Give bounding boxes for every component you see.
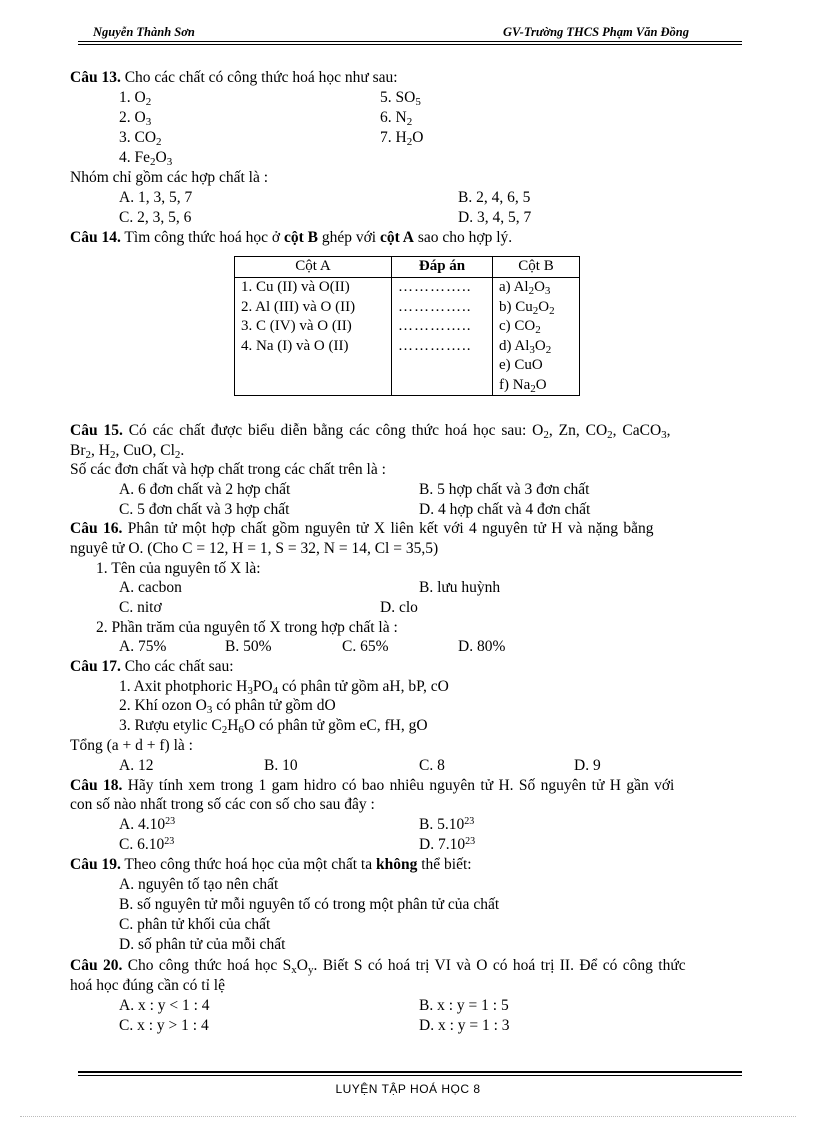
answer-cell[interactable] bbox=[392, 278, 493, 396]
q19-option-a: A. nguyên tố tạo nên chất bbox=[119, 876, 279, 893]
q17-item-3: 3. Rượu etylic $C_2H_6O$ có phân tử gồm eC, fH, gO bbox=[119, 717, 428, 736]
q17-item-2: 2. Khí ozon $O_3$ có phân tử gồm dO bbox=[119, 697, 336, 716]
col-a-item: 4. Na (I) và O (II) bbox=[241, 337, 349, 354]
q17-option-d: D. 9 bbox=[574, 757, 601, 774]
q15-option-d: D. 4 hợp chất và 4 đơn chất bbox=[419, 501, 591, 518]
q19-option-b: B. số nguyên tử mỗi nguyên tố có trong một phân tử của chất bbox=[119, 896, 500, 913]
answer-blank-4[interactable]: ………….. bbox=[398, 337, 472, 354]
footer-rule-2 bbox=[78, 1075, 742, 1076]
q18-option-c: C. 6.10$^{23}$ bbox=[119, 836, 175, 853]
q13-option-d: D. 3, 4, 5, 7 bbox=[458, 209, 532, 226]
page-edge-dotline bbox=[20, 1116, 796, 1117]
question-17: Câu 17. Cho các chất sau: bbox=[70, 658, 234, 675]
q13-item-1: 1. $O_2$ bbox=[119, 89, 152, 108]
q16-sub1: 1. Tên của nguyên tố X là: bbox=[96, 560, 261, 577]
answer-header: Đáp án bbox=[392, 257, 493, 278]
q17-prompt: Tổng (a + d + f) là : bbox=[70, 737, 193, 754]
q18-option-b: B. 5.10$^{23}$ bbox=[419, 816, 475, 833]
col-a-header: Cột A bbox=[235, 257, 392, 278]
question-19: Câu 19. Theo công thức hoá học của một chất ta không thể biết: bbox=[70, 856, 472, 873]
col-b-item: b) $Cu_2O_2$ bbox=[499, 298, 555, 317]
col-a-item: 2. Al (III) và O (II) bbox=[241, 298, 356, 315]
question-13: Câu 13. Cho các chất có công thức hoá học như sau: bbox=[70, 69, 398, 86]
q13-option-c: C. 2, 3, 5, 6 bbox=[119, 209, 192, 226]
col-a-cell bbox=[235, 278, 392, 396]
question-18: Câu 18. Hãy tính xem trong 1 gam hidro có bao nhiêu nguyên tử H. Số nguyên tử H gần với bbox=[70, 777, 675, 794]
col-b-item: f) $Na_2O$ bbox=[499, 376, 547, 395]
col-b-item: e) CuO bbox=[499, 357, 543, 373]
q16-1-option-a: A. cacbon bbox=[119, 579, 182, 596]
q20-option-c: C. x : y > 1 : 4 bbox=[119, 1017, 209, 1034]
header-author: Nguyễn Thành Sơn bbox=[93, 25, 195, 39]
q16-1-option-b: B. lưu huỳnh bbox=[419, 579, 501, 596]
q15-option-c: C. 5 đơn chất và 3 hợp chất bbox=[119, 501, 290, 518]
footer-rule bbox=[78, 1071, 742, 1073]
q16-1-option-d: D. clo bbox=[380, 599, 418, 616]
q16-2-option-d: D. 80% bbox=[458, 638, 506, 655]
q15-option-b: B. 5 hợp chất và 3 đơn chất bbox=[419, 481, 590, 498]
q15-prompt: Số các đơn chất và hợp chất trong các chất trên là : bbox=[70, 461, 386, 478]
q17-item-1: 1. Axit photphoric $H_3PO_4$ có phân tử gồm aH, bP, cO bbox=[119, 678, 449, 697]
header-rule-2 bbox=[78, 44, 742, 45]
q20-line2: hoá học đúng cần có tỉ lệ bbox=[70, 977, 225, 994]
answer-blank-1[interactable]: ………….. bbox=[398, 279, 472, 295]
answer-blank-3[interactable]: ………….. bbox=[398, 318, 472, 334]
q16-1-option-c: C. nitơ bbox=[119, 599, 162, 616]
col-a-item: 3. C (IV) và O (II) bbox=[241, 318, 352, 334]
matching-table bbox=[234, 256, 580, 396]
q13-item-2: 2. $O_3$ bbox=[119, 109, 152, 128]
q17-option-b: B. 10 bbox=[264, 757, 298, 774]
col-b-item: d) $Al_3O_2$ bbox=[499, 337, 552, 356]
header-school: GV-Trường THCS Phạm Văn Đồng bbox=[503, 25, 689, 39]
q18-option-d: D. 7.10$^{23}$ bbox=[419, 836, 476, 853]
q19-option-c: C. phân tử khối của chất bbox=[119, 916, 271, 933]
question-14: Câu 14. Tìm công thức hoá học ở cột B ghép với cột A sao cho hợp lý. bbox=[70, 229, 513, 246]
q16-line2: nguyê tử O. (Cho C = 12, H = 1, S = 32, N = 14, Cl = 35,5) bbox=[70, 540, 439, 557]
q16-2-option-c: C. 65% bbox=[342, 638, 389, 655]
q13-prompt: Nhóm chỉ gồm các hợp chất là : bbox=[70, 169, 269, 186]
q16-2-option-b: B. 50% bbox=[225, 638, 272, 655]
header-rule bbox=[78, 41, 742, 42]
q13-item-6: 6. $N_2$ bbox=[380, 109, 413, 128]
q20-option-d: D. x : y = 1 : 3 bbox=[419, 1017, 510, 1034]
q13-item-4: 4. $Fe_2O_3$ bbox=[119, 149, 173, 168]
col-b-item: c) $CO_2$ bbox=[499, 318, 541, 336]
q20-option-b: B. x : y = 1 : 5 bbox=[419, 997, 509, 1014]
footer-title: LUYỆN TẬP HOÁ HỌC 8 bbox=[335, 1082, 481, 1096]
q13-item-5: 5. $SO_5$ bbox=[380, 89, 421, 108]
q18-line2: con số nào nhất trong số các con số cho sau đây : bbox=[70, 796, 375, 813]
q17-option-c: C. 8 bbox=[419, 757, 445, 774]
question-15: Câu 15. Có các chất được biểu diễn bằng các công thức hoá học sau: $O_2$, Zn, $CO_2$, CaCO$_3$, bbox=[70, 422, 671, 441]
q15-option-a: A. 6 đơn chất và 2 hợp chất bbox=[119, 481, 291, 498]
question-20: Câu 20. Cho công thức hoá học $S_xO_y$. Biết S có hoá trị VI và O có hoá trị II. Để có công thức bbox=[70, 957, 686, 976]
q17-option-a: A. 12 bbox=[119, 757, 154, 774]
col-b-item: a) $Al_2O_3$ bbox=[499, 279, 551, 297]
col-a-item: 1. Cu (II) và O(II) bbox=[241, 279, 350, 295]
q13-item-3: 3. $CO_2$ bbox=[119, 129, 162, 148]
q16-2-option-a: A. 75% bbox=[119, 638, 167, 655]
q13-item-7: 7. $H_2O$ bbox=[380, 129, 424, 148]
col-b-header: Cột B bbox=[493, 257, 580, 278]
q13-option-a: A. 1, 3, 5, 7 bbox=[119, 189, 193, 206]
q18-option-a: A. 4.10$^{23}$ bbox=[119, 816, 176, 833]
q20-option-a: A. x : y < 1 : 4 bbox=[119, 997, 210, 1014]
question-16: Câu 16. Phân tử một hợp chất gồm nguyên tử X liên kết với 4 nguyên tử H và nặng bằng bbox=[70, 520, 654, 537]
q19-option-d: D. số phân tử của mỗi chất bbox=[119, 936, 286, 953]
q15-line2: $Br_2$, $H_2$, CuO, $Cl_2$. bbox=[70, 442, 185, 461]
q16-sub2: 2. Phần trăm của nguyên tố X trong hợp chất là : bbox=[96, 619, 398, 636]
q13-option-b: B. 2, 4, 6, 5 bbox=[458, 189, 531, 206]
col-b-cell bbox=[493, 278, 580, 396]
answer-blank-2[interactable]: ………….. bbox=[398, 298, 472, 315]
